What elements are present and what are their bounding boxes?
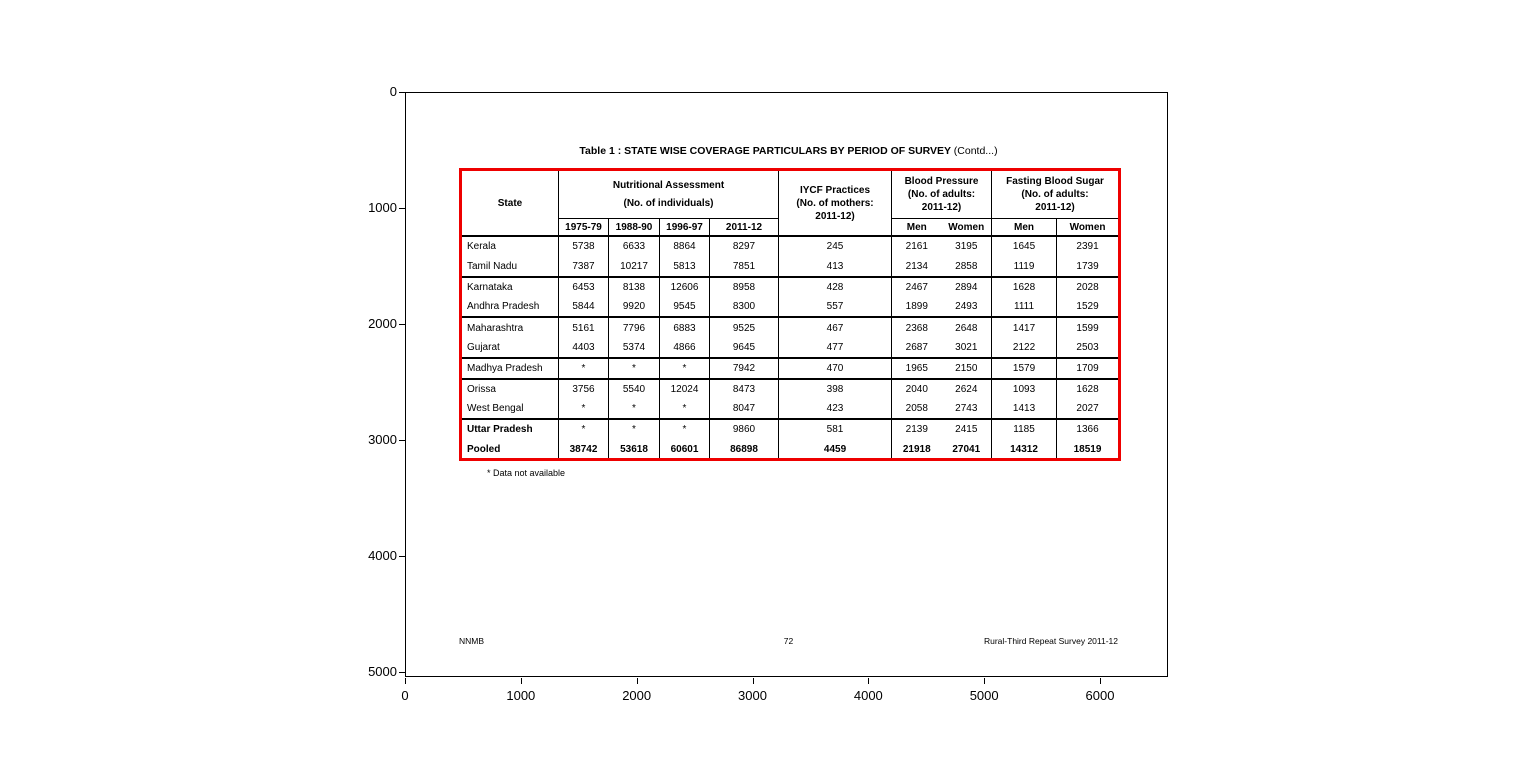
x-tick: [1100, 678, 1101, 684]
cell-fbs-men: 1413: [992, 399, 1057, 419]
header-iycf-line1: IYCF Practices: [799, 184, 871, 196]
header-bp-women: Women: [942, 219, 992, 237]
cell-state: Kerala: [461, 236, 559, 256]
cell-state: West Bengal: [461, 399, 559, 419]
cell-1975-79: 7387: [559, 256, 609, 276]
cell-1975-79: 3756: [559, 379, 609, 399]
cell-bp-women: 2493: [942, 297, 992, 317]
cell-state: Gujarat: [461, 338, 559, 358]
cell-state: Tamil Nadu: [461, 256, 559, 276]
table-row: [461, 358, 1120, 378]
cell-1996-97: *: [660, 358, 710, 378]
cell-iycf: 557: [779, 297, 892, 317]
cell-1988-90: 6633: [609, 236, 660, 256]
cell-bp-men: 2139: [892, 419, 942, 439]
y-tick: [399, 324, 405, 325]
cell-bp-women: 2150: [942, 358, 992, 378]
cell-state: Orissa: [461, 379, 559, 399]
cell-bp-women: 2624: [942, 379, 992, 399]
cell-iycf: 470: [779, 358, 892, 378]
table-row: [461, 277, 1120, 297]
header-bp-line1: Blood Pressure: [904, 176, 979, 187]
cell-2011-12: 8300: [710, 297, 779, 317]
cell-bp-men: 21918: [902, 443, 931, 455]
x-tick: [753, 678, 754, 684]
cell-iycf: 428: [779, 277, 892, 297]
cell-fbs-men: 1417: [992, 317, 1057, 337]
header-fasting-blood-sugar: [992, 170, 1120, 219]
table-row: [461, 297, 1120, 317]
cell-state: Madhya Pradesh: [461, 358, 559, 378]
cell-1996-97: 8864: [660, 236, 710, 256]
cell-fbs-men: 1111: [992, 297, 1057, 317]
cell-fbs-women: 1739: [1076, 260, 1099, 272]
header-year-1988-90: 1988-90: [609, 219, 660, 237]
x-tick: [521, 678, 522, 684]
cell-bp-women: 3195: [942, 236, 992, 256]
cell-1996-97: 5813: [660, 256, 710, 276]
cell-1996-97: 4866: [660, 338, 710, 358]
cell-fbs-women: 2503: [1076, 341, 1099, 353]
x-tick-label: 2000: [622, 688, 652, 703]
cell-iycf: 581: [779, 419, 892, 439]
header-bp-line3: 2011-12): [921, 202, 962, 213]
cell-bp-men: 1965: [892, 358, 942, 378]
cell-fbs-women: 1529: [1076, 301, 1099, 313]
cell-1996-97: *: [660, 399, 710, 419]
header-iycf-line3: 2011-12): [815, 210, 855, 222]
cell-1988-90: 7796: [609, 317, 660, 337]
cell-bp-men: 2040: [892, 379, 942, 399]
cell-iycf: 245: [779, 236, 892, 256]
cell-2011-12: 8297: [710, 236, 779, 256]
cell-1975-79: 38742: [559, 440, 609, 460]
x-tick-label: 0: [401, 688, 409, 703]
footer-page-number: 72: [783, 636, 794, 646]
cell-state: Uttar Pradesh: [461, 419, 559, 439]
y-tick: [399, 440, 405, 441]
cell-2011-12: 7851: [710, 256, 779, 276]
cell-iycf: 398: [779, 379, 892, 399]
cell-bp-men: 1899: [905, 301, 928, 313]
y-tick-label: 0: [389, 84, 397, 99]
table-row: [461, 379, 1120, 399]
cell-bp-men: 2687: [905, 341, 928, 353]
table-footnote: * Data not available: [487, 468, 566, 478]
cell-state: Karnataka: [461, 277, 559, 297]
cell-fbs-women: 1628: [1057, 379, 1120, 399]
cell-2011-12: 8473: [710, 379, 779, 399]
cell-1975-79: *: [559, 399, 609, 419]
cell-bp-women: 2648: [942, 317, 992, 337]
header-nutrition-line2: (No. of individuals): [623, 198, 714, 209]
x-tick: [637, 678, 638, 684]
cell-1996-97: 12024: [660, 379, 710, 399]
y-tick-label: 3000: [368, 432, 397, 447]
table-title-main: Table 1 : STATE WISE COVERAGE PARTICULARS BY PERIOD OF SURVEY: [579, 145, 951, 157]
header-state: State: [461, 170, 559, 237]
header-year-2011-12: 2011-12: [710, 219, 779, 237]
table-row: [461, 236, 1120, 256]
footer-left: NNMB: [459, 636, 485, 646]
cell-fbs-men: 1119: [992, 256, 1057, 276]
cell-fbs-women: 2391: [1076, 241, 1099, 253]
cell-1988-90: 5374: [609, 338, 660, 358]
y-tick-label: 5000: [368, 664, 397, 679]
cell-fbs-women: 1366: [1057, 419, 1120, 439]
cell-fbs-men: 1093: [992, 379, 1057, 399]
cell-1975-79: 4403: [559, 338, 609, 358]
y-tick-label: 1000: [368, 200, 397, 215]
y-tick: [399, 92, 405, 93]
x-tick-label: 1000: [506, 688, 536, 703]
cell-1996-97: 60601: [660, 440, 710, 460]
cell-fbs-women: 18519: [1073, 443, 1102, 455]
header-fbs-line2: (No. of adults:: [1021, 189, 1089, 200]
cell-fbs-men: 14312: [992, 440, 1057, 460]
header-bp-men: Men: [892, 219, 942, 237]
cell-fbs-women: 2028: [1057, 277, 1120, 297]
cell-fbs-women: 1599: [1057, 317, 1120, 337]
footer-right: Rural-Third Repeat Survey 2011-12: [983, 636, 1119, 646]
header-year-1996-97: 1996-97: [660, 219, 710, 237]
header-fbs-line3: 2011-12): [1035, 202, 1075, 213]
header-blood-pressure: [892, 170, 992, 219]
x-tick-label: 5000: [969, 688, 999, 703]
cell-1988-90: 10217: [609, 256, 660, 276]
cell-state: Maharashtra: [461, 317, 559, 337]
y-tick-label: 4000: [368, 548, 397, 563]
cell-bp-women: 27041: [942, 440, 992, 460]
cell-1975-79: 5161: [559, 317, 609, 337]
y-tick-label: 2000: [368, 316, 397, 331]
cell-2011-12: 8047: [710, 399, 779, 419]
y-tick: [399, 672, 405, 673]
cell-2011-12: 9645: [710, 338, 779, 358]
y-tick: [399, 208, 405, 209]
cell-1988-90: 9920: [609, 297, 660, 317]
cell-bp-women: 2415: [942, 419, 992, 439]
cell-1996-97: 9545: [660, 297, 710, 317]
cell-1975-79: 5844: [559, 297, 609, 317]
table-row: [461, 338, 1120, 358]
cell-fbs-men: 1628: [992, 277, 1057, 297]
table-body: [461, 236, 1120, 460]
header-iycf-practices: [779, 170, 892, 237]
cell-2011-12: 9525: [710, 317, 779, 337]
cell-bp-women: 2858: [942, 256, 992, 276]
cell-2011-12: 8958: [710, 277, 779, 297]
cell-1975-79: *: [559, 419, 609, 439]
cell-2011-12: 9860: [710, 419, 779, 439]
cell-bp-men: 2467: [892, 277, 942, 297]
cell-1996-97: 6883: [660, 317, 710, 337]
y-tick: [399, 556, 405, 557]
cell-bp-women: 2894: [942, 277, 992, 297]
cell-1975-79: *: [559, 358, 609, 378]
cell-1988-90: *: [609, 358, 660, 378]
table-row: [461, 399, 1120, 419]
cell-state: Pooled: [461, 440, 559, 460]
header-fbs-men: Men: [992, 219, 1057, 237]
cell-bp-women: 3021: [942, 338, 992, 358]
cell-bp-women: 2743: [942, 399, 992, 419]
cell-iycf: 477: [779, 338, 892, 358]
cell-iycf: 413: [779, 256, 892, 276]
cell-1975-79: 5738: [559, 236, 609, 256]
table-row: [461, 256, 1120, 276]
cell-fbs-men: 1645: [992, 236, 1057, 256]
cell-2011-12: 86898: [710, 440, 779, 460]
table-row: [461, 440, 1120, 460]
cell-bp-men: 2134: [905, 260, 928, 272]
header-bp-line2: (No. of adults:: [907, 189, 976, 200]
cell-state: Andhra Pradesh: [461, 297, 559, 317]
cell-1988-90: *: [609, 399, 660, 419]
x-tick: [984, 678, 985, 684]
cell-2011-12: 7942: [710, 358, 779, 378]
cell-iycf: 423: [779, 399, 892, 419]
page-footer: [459, 636, 1118, 646]
cell-fbs-men: 1579: [992, 358, 1057, 378]
cell-fbs-men: 1185: [992, 419, 1057, 439]
x-tick-label: 4000: [853, 688, 883, 703]
table-header: [461, 170, 1120, 237]
x-tick: [868, 678, 869, 684]
cell-iycf: 4459: [779, 440, 892, 460]
cell-fbs-women: 1709: [1057, 358, 1120, 378]
table-row: [461, 419, 1120, 439]
table-row: [461, 317, 1120, 337]
coverage-table: [459, 168, 1121, 461]
cell-1988-90: 5540: [609, 379, 660, 399]
cell-1996-97: 12606: [660, 277, 710, 297]
table-title: [459, 145, 1118, 157]
cell-bp-men: 2368: [892, 317, 942, 337]
x-tick-label: 6000: [1085, 688, 1115, 703]
cell-1988-90: 8138: [609, 277, 660, 297]
cell-iycf: 467: [779, 317, 892, 337]
cell-bp-men: 2058: [905, 403, 928, 415]
cell-1988-90: 53618: [609, 440, 660, 460]
cell-fbs-men: 2122: [992, 338, 1057, 358]
table-title-suffix: (Contd...): [953, 145, 998, 157]
header-year-1975-79: 1975-79: [559, 219, 609, 237]
header-fbs-women: Women: [1057, 219, 1120, 237]
header-iycf-line2: (No. of mothers:: [796, 197, 874, 209]
x-tick-label: 3000: [738, 688, 767, 703]
header-fbs-line1: Fasting Blood Sugar: [1006, 176, 1104, 187]
cell-1975-79: 6453: [559, 277, 609, 297]
cell-1988-90: *: [609, 419, 660, 439]
header-nutritional-assessment: [559, 170, 779, 219]
x-tick: [405, 678, 406, 684]
cell-fbs-women: 2027: [1076, 403, 1099, 415]
header-nutrition-line1: Nutritional Assessment: [612, 180, 725, 191]
cell-1996-97: *: [660, 419, 710, 439]
cell-bp-men: 2161: [905, 241, 928, 253]
